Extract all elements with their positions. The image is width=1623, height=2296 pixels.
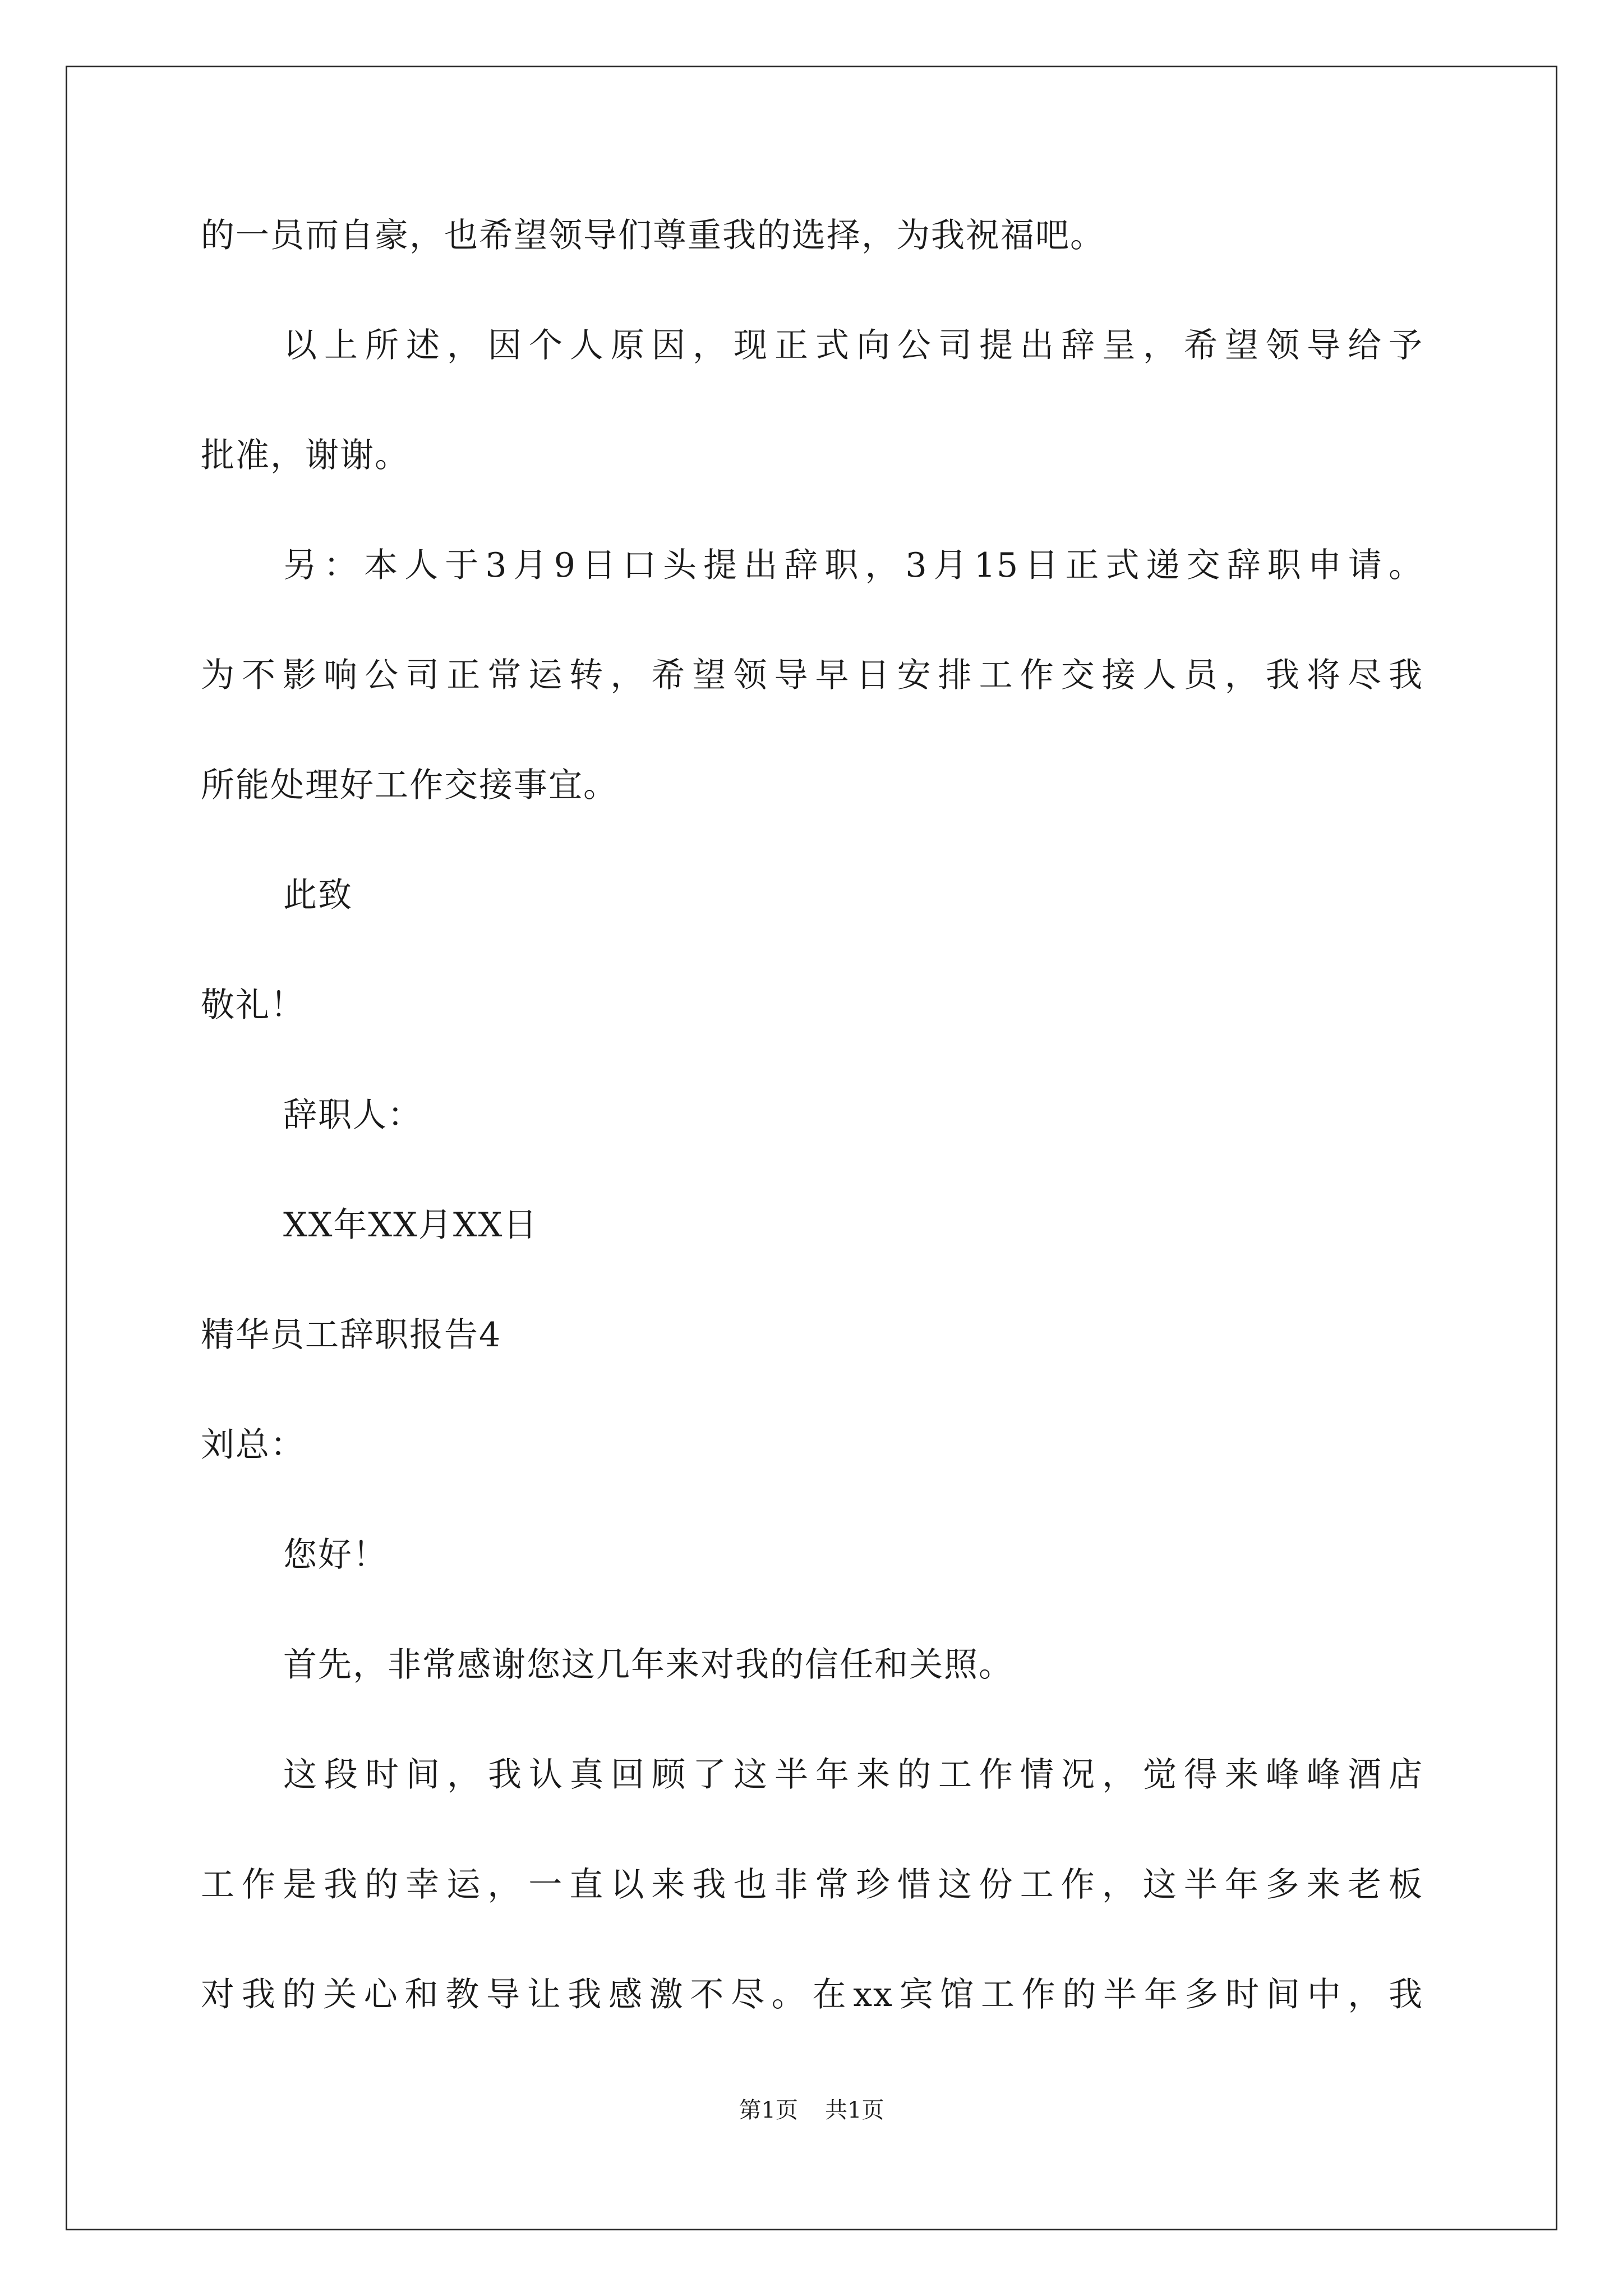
page-number: 第1页 — [739, 2097, 798, 2123]
salutation-line: 敬礼！ — [201, 986, 305, 1025]
body-line: 为不影响公司正常运转，希望领导早日安排工作交接人员，我将尽我 — [201, 656, 1423, 695]
addressee-line: 刘总： — [201, 1425, 305, 1465]
closing-line: 此致 — [283, 876, 353, 915]
body-line: 的一员而自豪，也希望领导们尊重我的选择，为我祝福吧。 — [201, 216, 1105, 255]
date-line: XX年XX月XX日 — [283, 1205, 538, 1245]
body-line: 工作是我的幸运，一直以来我也非常珍惜这份工作，这半年多来老板 — [201, 1865, 1423, 1904]
greeting-line: 您好！ — [283, 1535, 388, 1575]
body-line: 以上所述，因个人原因，现正式向公司提出辞呈，希望领导给予 — [283, 326, 1423, 365]
body-line: 另：本人于3月9日口头提出辞职，3月15日正式递交辞职申请。 — [283, 546, 1423, 585]
body-line: 批准，谢谢。 — [201, 436, 409, 475]
body-line: 这段时间，我认真回顾了这半年来的工作情况，觉得来峰峰酒店 — [283, 1755, 1423, 1795]
body-line: 对我的关心和教导让我感激不尽。在xx宾馆工作的半年多时间中，我 — [201, 1975, 1423, 2014]
body-line: 所能处理好工作交接事宜。 — [201, 766, 618, 805]
page-footer — [0, 2096, 1623, 2124]
page-total: 共1页 — [825, 2097, 884, 2123]
body-line: 首先，非常感谢您这几年来对我的信任和关照。 — [283, 1645, 1013, 1685]
signature-label: 辞职人： — [283, 1096, 422, 1135]
section-title: 精华员工辞职报告4 — [201, 1315, 502, 1355]
